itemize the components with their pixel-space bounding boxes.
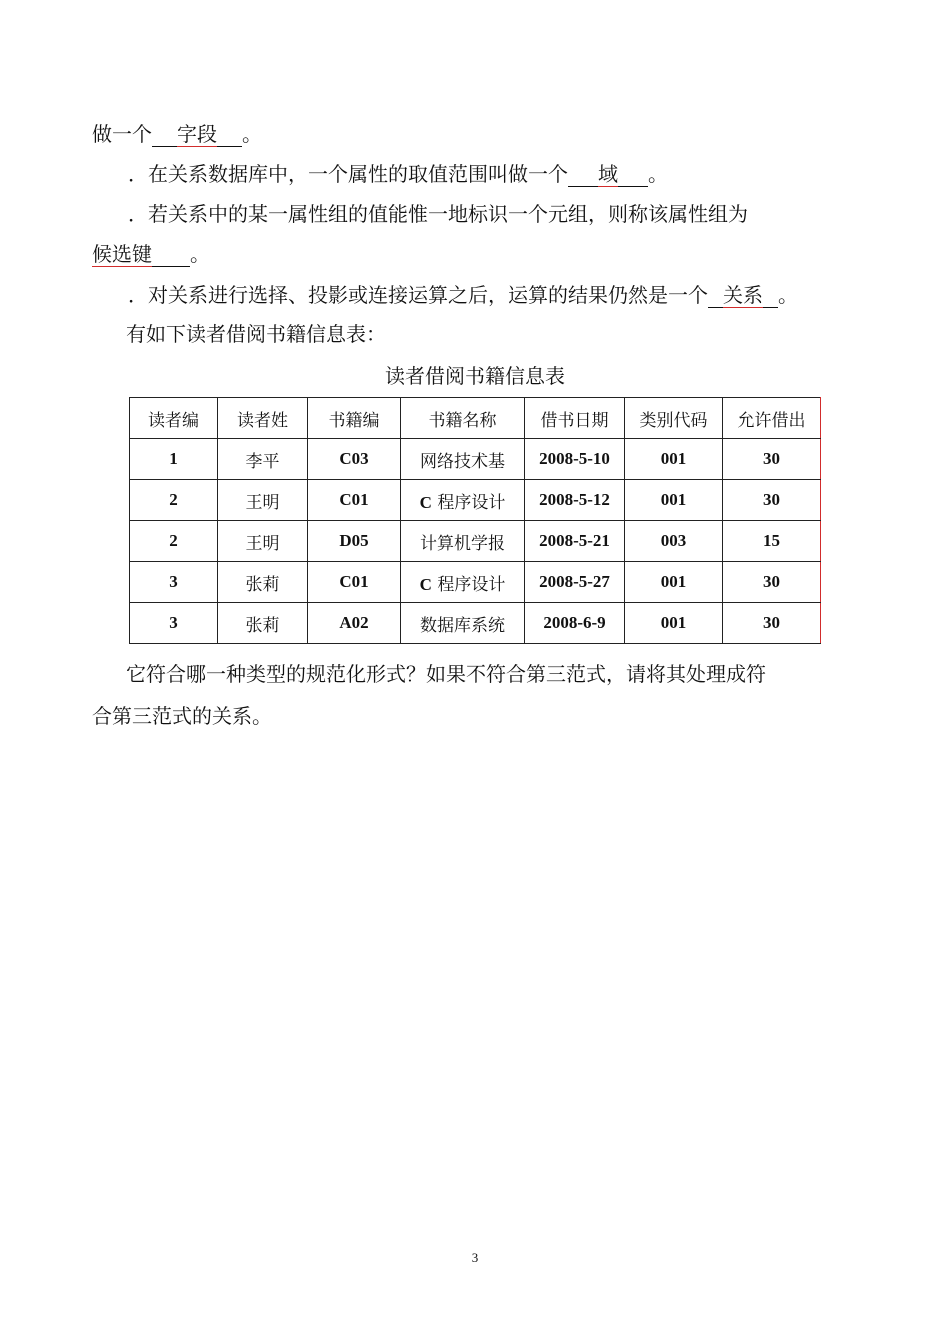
cell-allowed: 30 — [723, 562, 821, 603]
cell-book-name — [401, 562, 525, 603]
col-header-reader-name: 读者姓 — [218, 398, 308, 439]
cell-category: 001 — [625, 603, 723, 644]
p5-before: ．对关系进行选择、投影或连接运算之后，运算的结果仍然是一个 — [128, 283, 708, 307]
cell-reader-name: 王明 — [218, 521, 308, 562]
cell-borrow-date: 2008-5-10 — [525, 439, 625, 480]
paragraph-6 — [126, 320, 386, 348]
p1-before: 做一个 — [92, 122, 152, 146]
cell-book-name — [401, 521, 525, 562]
cell-reader-id: 2 — [130, 480, 218, 521]
cell-reader-id: 3 — [130, 603, 218, 644]
col-header-book-name: 书籍名称 — [401, 398, 525, 439]
cell-borrow-date: 2008-5-12 — [525, 480, 625, 521]
cell-book-id: C01 — [308, 480, 401, 521]
p2-after: 。 — [648, 162, 668, 186]
col-header-book-id: 书籍编 — [308, 398, 401, 439]
cell-reader-name: 王明 — [218, 480, 308, 521]
paragraph-8 — [92, 702, 272, 730]
blank-field — [152, 122, 242, 147]
p3-text: ．若关系中的某一属性组的值能惟一地标识一个元组，则称该属性组为 — [128, 202, 748, 226]
paragraph-3 — [128, 200, 748, 228]
cell-book-name — [401, 603, 525, 644]
answer-field: 字段 — [177, 122, 217, 146]
cell-book-title: 计算机学报 — [420, 533, 505, 554]
cell-allowed: 15 — [723, 521, 821, 562]
blank-relation — [708, 283, 778, 308]
cell-book-title: 程序设计 — [437, 492, 506, 513]
paragraph-5 — [128, 281, 798, 309]
table-caption: 读者借阅书籍信息表 — [385, 364, 565, 388]
cell-category: 001 — [625, 439, 723, 480]
cell-reader-id: 3 — [130, 562, 218, 603]
cell-category: 003 — [625, 521, 723, 562]
paragraph-1 — [92, 120, 262, 148]
cell-book-id: C01 — [308, 562, 401, 603]
cell-reader-id: 1 — [130, 439, 218, 480]
p4-after: 。 — [190, 242, 210, 266]
table-row — [130, 603, 821, 644]
cell-reader-name: 张莉 — [218, 603, 308, 644]
cell-allowed: 30 — [723, 480, 821, 521]
reader-borrow-table — [129, 397, 821, 644]
blank-domain — [568, 162, 648, 187]
cell-category: 001 — [625, 562, 723, 603]
table-row — [130, 480, 821, 521]
table-row — [130, 521, 821, 562]
col-header-reader-id: 读者编 — [130, 398, 218, 439]
col-header-category: 类别代码 — [625, 398, 723, 439]
cell-book-name — [401, 480, 525, 521]
p1-after: 。 — [242, 122, 262, 146]
cell-reader-name: 李平 — [218, 439, 308, 480]
p2-before: ．在关系数据库中，一个属性的取值范围叫做一个 — [128, 162, 568, 186]
table-header-row — [130, 398, 821, 439]
answer-domain: 域 — [598, 162, 618, 186]
cell-book-title: 数据库系统 — [420, 615, 505, 636]
p7-text: 它符合哪一种类型的规范化形式？如果不符合第三范式，请将其处理成符 — [126, 662, 766, 686]
answer-candidate-key: 候选键 — [92, 242, 152, 266]
col-header-allowed: 允许借出 — [723, 398, 821, 439]
cell-reader-name: 张莉 — [218, 562, 308, 603]
cell-borrow-date: 2008-5-21 — [525, 521, 625, 562]
paragraph-4 — [92, 240, 210, 268]
cell-book-id: A02 — [308, 603, 401, 644]
cell-book-id: C03 — [308, 439, 401, 480]
page-number: 3 — [471, 1250, 479, 1265]
p5-after: 。 — [778, 283, 798, 307]
paragraph-2 — [128, 160, 668, 188]
col-header-borrow-date: 借书日期 — [525, 398, 625, 439]
cell-book-title: 程序设计 — [437, 574, 506, 595]
cell-book-prefix: C — [419, 574, 432, 594]
cell-book-title: 网络技术基 — [420, 451, 505, 472]
cell-book-id: D05 — [308, 521, 401, 562]
cell-reader-id: 2 — [130, 521, 218, 562]
cell-allowed: 30 — [723, 439, 821, 480]
cell-borrow-date: 2008-6-9 — [525, 603, 625, 644]
cell-category: 001 — [625, 480, 723, 521]
cell-book-name — [401, 439, 525, 480]
table-row — [130, 439, 821, 480]
table-row — [130, 562, 821, 603]
cell-borrow-date: 2008-5-27 — [525, 562, 625, 603]
paragraph-7 — [126, 660, 766, 688]
cell-allowed: 30 — [723, 603, 821, 644]
p8-text: 合第三范式的关系。 — [92, 704, 272, 728]
blank-candidate-key — [92, 242, 190, 267]
answer-relation: 关系 — [723, 283, 763, 307]
cell-book-prefix: C — [419, 492, 432, 512]
p6-text: 有如下读者借阅书籍信息表： — [126, 322, 386, 346]
